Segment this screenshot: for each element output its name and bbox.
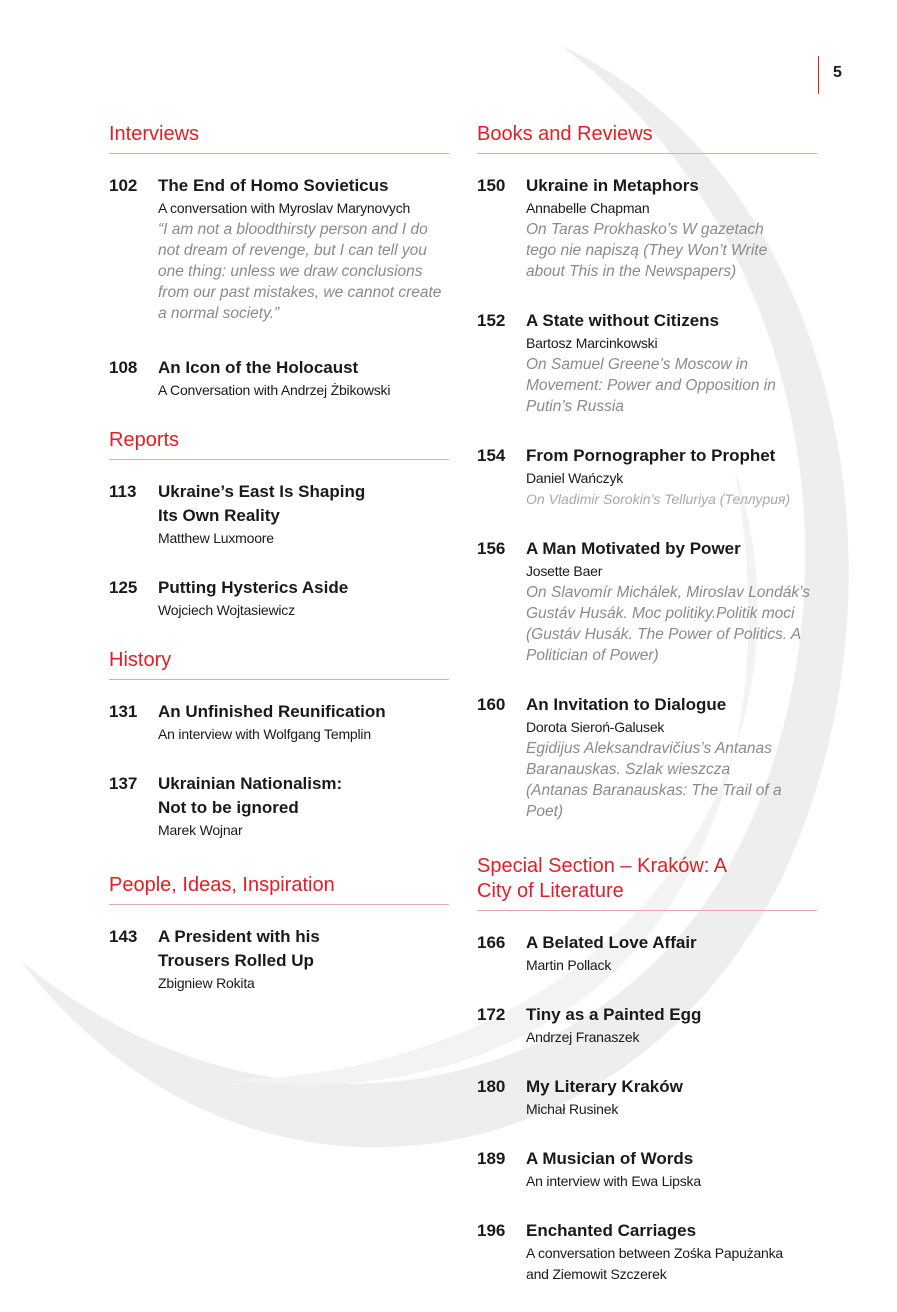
toc-entry[interactable] [477, 693, 817, 822]
toc-entry[interactable] [477, 1147, 817, 1192]
entry-author: An interview with Wolfgang Templin [158, 726, 371, 742]
entry-author: Wojciech Wojtasiewicz [158, 602, 295, 618]
section-people-ideas-inspiration [109, 873, 449, 994]
toc-entry[interactable] [477, 537, 817, 666]
toc-entry[interactable] [109, 700, 449, 745]
section-header: History [109, 648, 449, 680]
entry-page-number: 150 [477, 176, 506, 195]
toc-entry[interactable] [477, 1075, 817, 1120]
entry-page-number: 166 [477, 933, 506, 952]
toc-entry[interactable] [477, 931, 817, 976]
toc-entry[interactable] [477, 174, 817, 282]
right-column [477, 122, 817, 1312]
entry-author: A Conversation with Andrzej Żbikowski [158, 382, 391, 398]
entry-quote: “I am not a bloodthirsty person and I do not dream of revenge, but I can tell you one thing: unless we draw conclusions from our past mistakes, we cannot create a normal society.” [158, 221, 442, 322]
entry-title: Ukrainian Nationalism: Not to be ignored [158, 774, 343, 817]
entry-author: A conversation with Myroslav Marynovych [158, 200, 411, 216]
entry-title: Putting Hysterics Aside [158, 578, 349, 597]
section-interviews [109, 122, 449, 401]
section-header: Special Section – Kraków: A City of Literature [477, 855, 727, 902]
section-books-and-reviews [477, 122, 817, 822]
entry-title: An Unfinished Reunification [158, 702, 386, 721]
entry-review-note: On Samuel Greene’s Moscow in Movement: Power and Opposition in Putin’s Russia [526, 356, 776, 415]
toc-entry[interactable] [109, 174, 449, 324]
page-number: 5 [833, 64, 842, 81]
entry-page-number: 172 [477, 1005, 506, 1024]
entry-title: Ukraine’s East Is Shaping Its Own Reality [158, 482, 366, 525]
entry-author: Michał Rusinek [526, 1101, 619, 1117]
entry-title: A Man Motivated by Power [526, 539, 741, 558]
entry-author: Matthew Luxmoore [158, 530, 274, 546]
entry-title: A President with his Trousers Rolled Up [158, 927, 320, 970]
entry-title: An Invitation to Dialogue [526, 695, 727, 714]
toc-entry[interactable] [109, 925, 449, 994]
entry-title: A Musician of Words [526, 1149, 694, 1168]
toc-entry[interactable] [109, 576, 449, 621]
section-header: Interviews [109, 122, 449, 154]
entry-page-number: 156 [477, 539, 506, 558]
entry-review-note: On Slavomír Michálek, Miroslav Londák’s Gustáv Husák. Moc politiky.Politik moci (Gustáv Husák. The Power of Politics. A Politician of Power) [526, 584, 810, 664]
left-column [109, 122, 449, 1021]
entry-author: Bartosz Marcinkowski [526, 335, 658, 351]
toc-entry[interactable] [477, 444, 817, 510]
entry-author: A conversation between Zośka Papużanka and Ziemowit Szczerek [526, 1245, 784, 1282]
entry-page-number: 131 [109, 702, 138, 721]
entry-title: The End of Homo Sovieticus [158, 176, 389, 195]
section-header: Books and Reviews [477, 122, 817, 154]
page-number-rule [818, 56, 819, 94]
entry-page-number: 180 [477, 1077, 506, 1096]
toc-entry[interactable] [109, 356, 449, 401]
entry-page-number: 102 [109, 176, 138, 195]
entry-page-number: 154 [477, 446, 506, 465]
entry-page-number: 108 [109, 358, 138, 377]
entry-title: Ukraine in Metaphors [526, 176, 699, 195]
section-header: People, Ideas, Inspiration [109, 873, 449, 905]
entry-author: Dorota Sieroń-Galusek [526, 719, 665, 735]
entry-author: Andrzej Franaszek [526, 1029, 640, 1045]
entry-page-number: 143 [109, 927, 138, 946]
entry-page-number: 125 [109, 578, 138, 597]
entry-author: Martin Pollack [526, 957, 612, 973]
section-header-rule [477, 910, 817, 911]
section-history [109, 648, 449, 841]
toc-entry[interactable] [477, 309, 817, 417]
entry-title: Enchanted Carriages [526, 1221, 697, 1240]
entry-page-number: 152 [477, 311, 506, 330]
entry-author: Zbigniew Rokita [158, 975, 255, 991]
toc-entry[interactable] [109, 480, 449, 549]
entry-review-note: Egidijus Aleksandravičius’s Antanas Baranauskas. Szlak wieszcza (Antanas Baranauskas: The Trail of a Poet) [526, 740, 782, 820]
entry-author: Josette Baer [526, 563, 603, 579]
entry-title: Tiny as a Painted Egg [526, 1005, 702, 1024]
entry-author: Annabelle Chapman [526, 200, 650, 216]
entry-title: A Belated Love Affair [526, 933, 697, 952]
entry-author: Daniel Wańczyk [526, 470, 624, 486]
entry-page-number: 189 [477, 1149, 506, 1168]
toc-entry[interactable] [109, 772, 449, 841]
entry-title: An Icon of the Holocaust [158, 358, 359, 377]
entry-author: Marek Wojnar [158, 822, 243, 838]
toc-entry[interactable] [477, 1219, 817, 1285]
entry-page-number: 137 [109, 774, 138, 793]
entry-page-number: 196 [477, 1221, 506, 1240]
entry-page-number: 160 [477, 695, 506, 714]
toc-entry[interactable] [477, 1003, 817, 1048]
section-special-krakow [477, 854, 817, 1285]
entry-title: My Literary Kraków [526, 1077, 683, 1096]
entry-review-note: On Taras Prokhasko’s W gazetach tego nie napiszą (They Won’t Write about This in the Newspapers) [526, 221, 768, 280]
entry-author: An interview with Ewa Lipska [526, 1173, 701, 1189]
entry-title: A State without Citizens [526, 311, 719, 330]
section-header: Reports [109, 428, 449, 460]
entry-review-note: On Vladimir Sorokin’s Telluriya (Теллурия) [526, 491, 791, 507]
entry-title: From Pornographer to Prophet [526, 446, 776, 465]
entry-page-number: 113 [109, 482, 137, 501]
section-reports [109, 428, 449, 621]
